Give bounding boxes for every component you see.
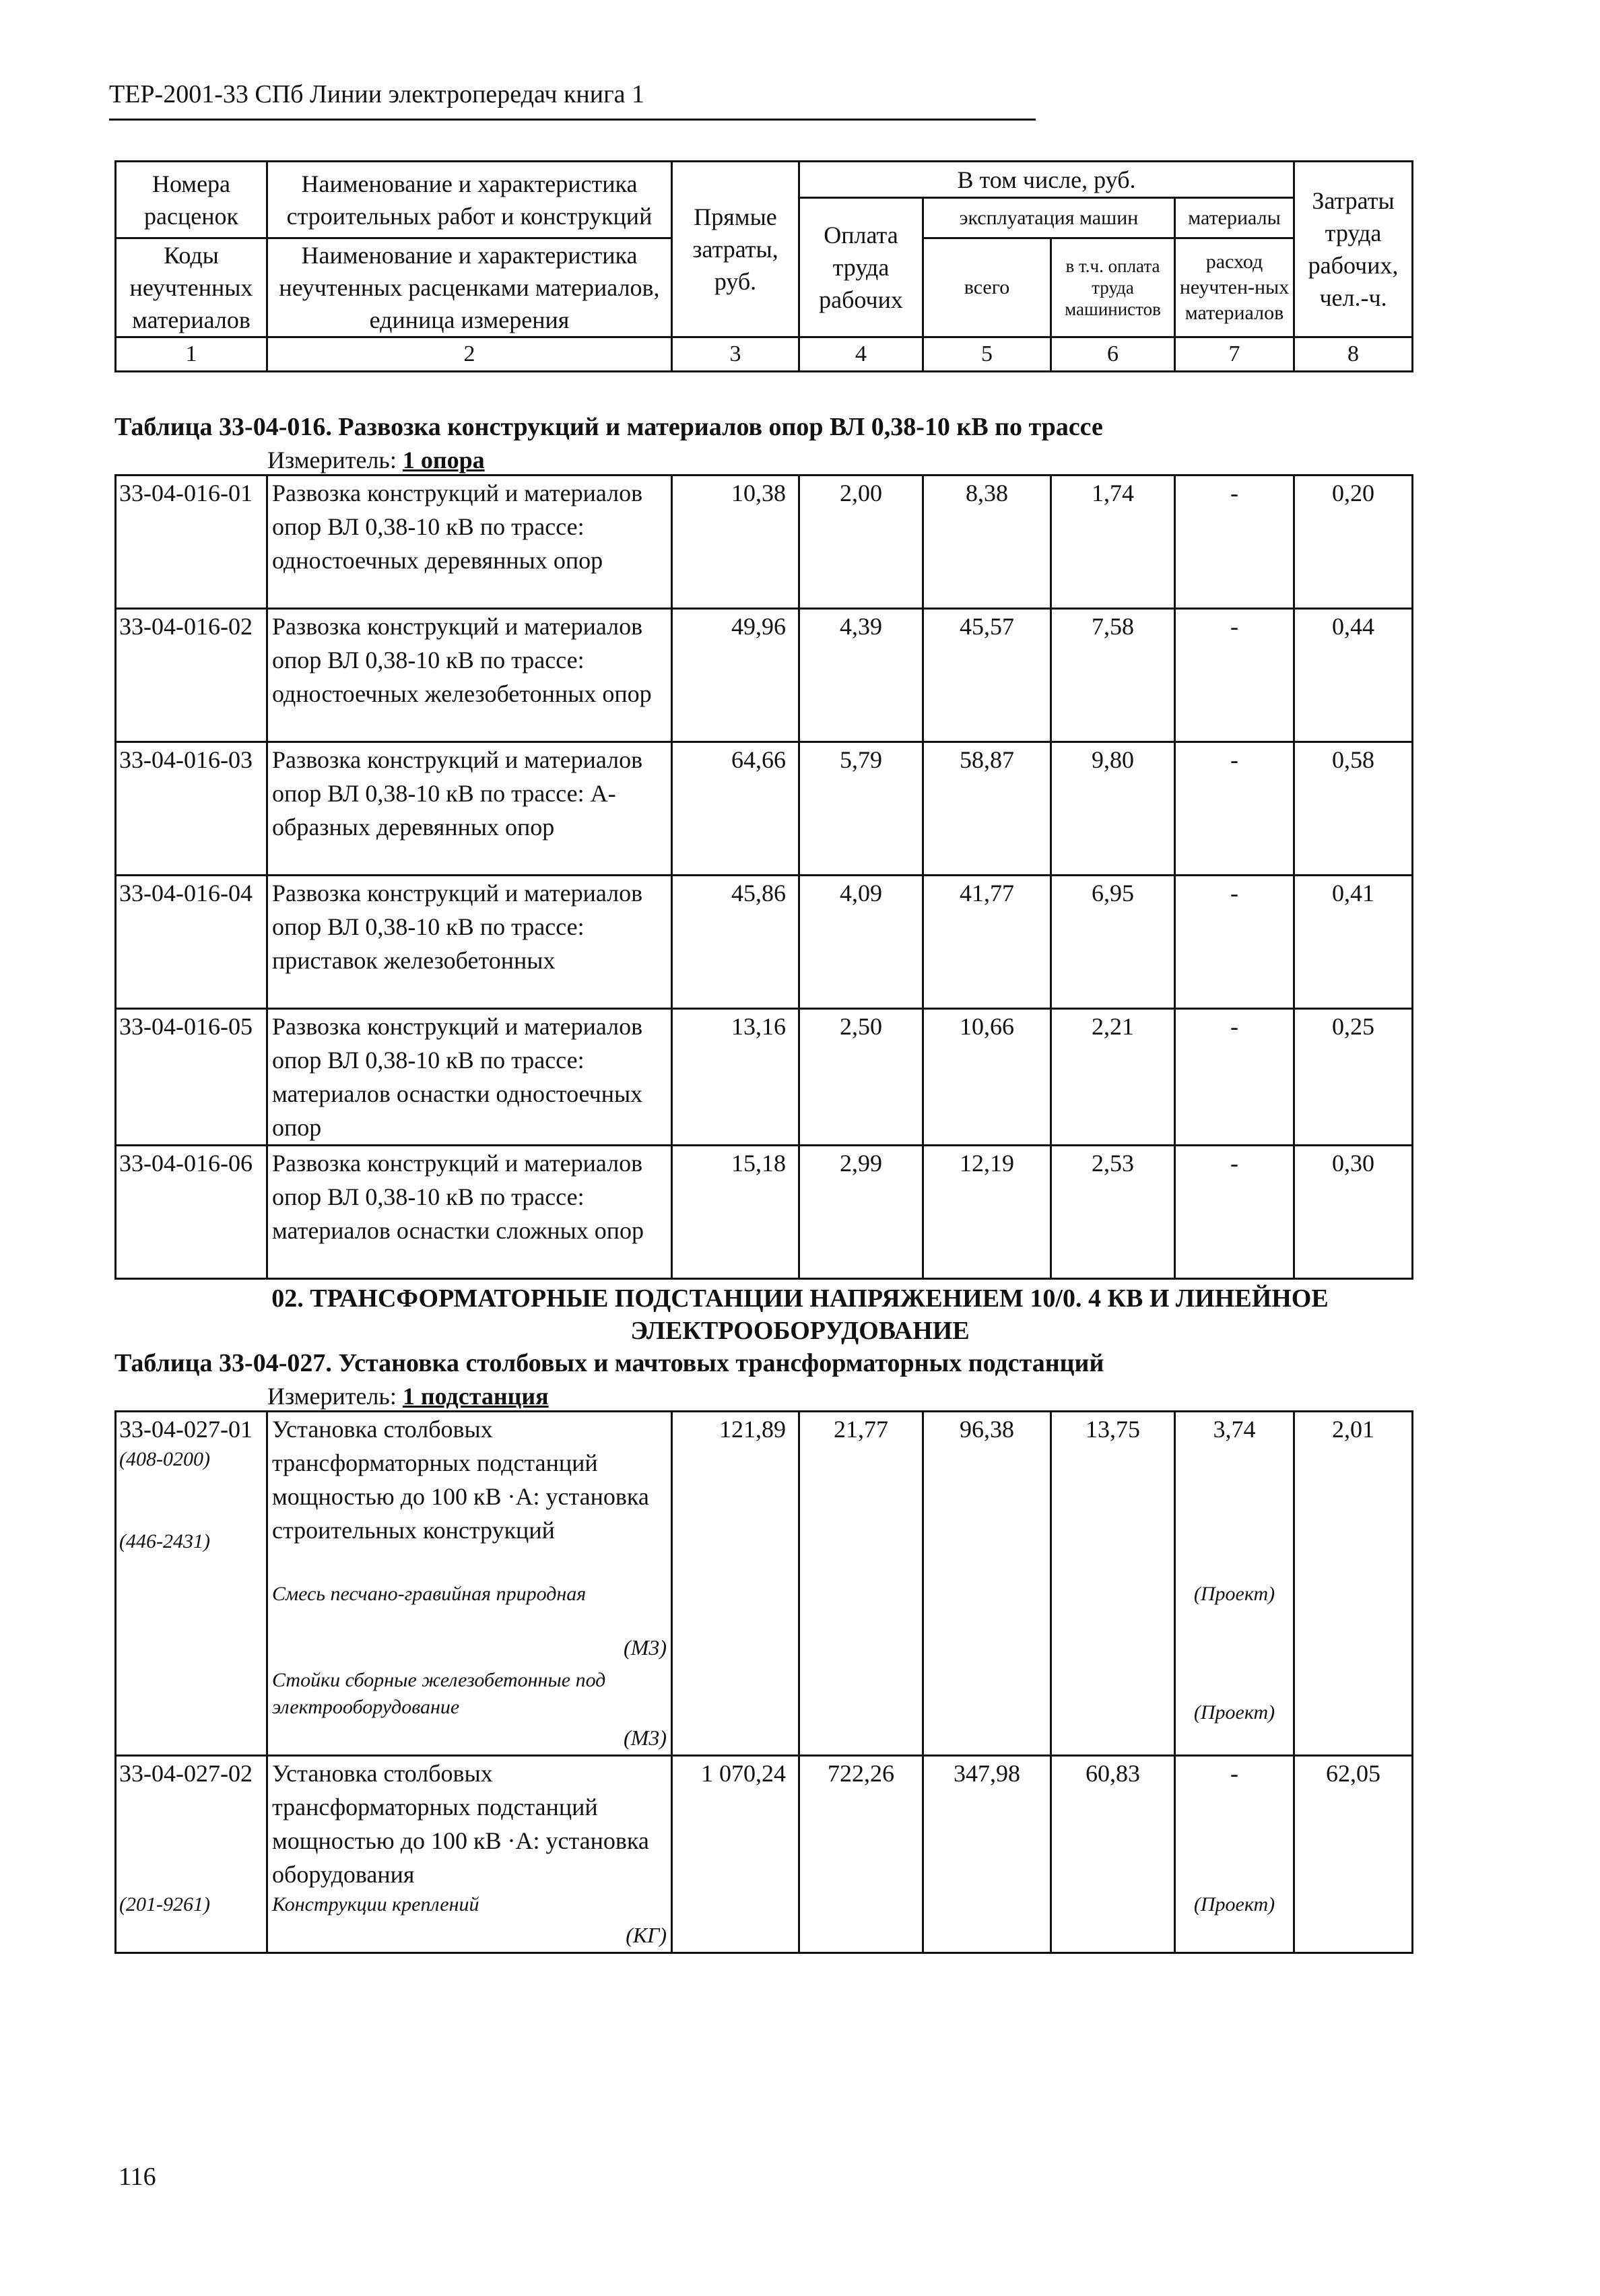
row-name-text: Установка столбовых трансформаторных подстанций мощностью до 100 кВ ·А: установка оборудования [272, 1760, 649, 1888]
row-name: Развозка конструкций и материалов опор ВЛ 0,38-10 кВ по трассе: одностоечных железобетонных опор [267, 609, 672, 742]
measure-value: 1 опора [402, 447, 485, 473]
table1 [114, 474, 1413, 1280]
row-code: 33-04-016-02 [116, 609, 267, 742]
table-row [116, 742, 1413, 876]
materials-value: - [1230, 1760, 1238, 1787]
table2-measure [267, 1382, 549, 1410]
cell-operator-pay: 2,53 [1051, 1146, 1175, 1279]
cell-operator-pay: 13,75 [1051, 1412, 1175, 1756]
col6-header: в т.ч. оплата труда машинистов [1051, 238, 1175, 337]
table1-title: Таблица 33-04-016. Развозка конструкций и материалов опор ВЛ 0,38-10 кВ по трассе [114, 413, 1103, 441]
header-rule [109, 119, 1036, 121]
measure-value: 1 подстанция [402, 1383, 549, 1410]
cell-labor-hours: 0,25 [1294, 1009, 1413, 1146]
cell-labor-hours: 0,44 [1294, 609, 1413, 742]
col-number: 6 [1051, 337, 1175, 372]
row-code-text: 33-04-027-01 [119, 1416, 253, 1443]
col2-top-header: Наименование и характеристика строительных работ и конструкций [267, 162, 672, 238]
row-code: 33-04-016-01 [116, 475, 267, 609]
table-row [116, 876, 1413, 1009]
cell-labor-pay: 5,79 [799, 742, 923, 876]
cell-materials [1175, 1412, 1294, 1756]
cell-labor-hours: 0,30 [1294, 1146, 1413, 1279]
col5-header: всего [923, 238, 1051, 337]
material-unit: (КГ) [626, 1923, 667, 1947]
cell-labor-hours: 62,05 [1294, 1756, 1413, 1953]
cell-materials: - [1175, 1146, 1294, 1279]
col4-header: Оплата труда рабочих [799, 198, 923, 337]
cell-machines-total: 8,38 [923, 475, 1051, 609]
cell-labor-pay: 4,39 [799, 609, 923, 742]
cell-direct-cost: 1 070,24 [672, 1756, 799, 1953]
material-consumption: (Проект) [1193, 1893, 1275, 1915]
row-code-text: 33-04-027-02 [119, 1760, 253, 1787]
col-number: 1 [116, 337, 267, 372]
material-code: (446-2431) [119, 1530, 210, 1552]
material-code: (408-0200) [119, 1448, 210, 1470]
cell-direct-cost: 10,38 [672, 475, 799, 609]
table-row [116, 475, 1413, 609]
page-number: 116 [119, 2163, 156, 2191]
row-name: Развозка конструкций и материалов опор ВЛ 0,38-10 кВ по трассе: приставок железобетонных [267, 876, 672, 1009]
col8-header: Затраты труда рабочих, чел.-ч. [1294, 162, 1413, 337]
material-name: Стойки сборные железобетонные под электрооборудование [272, 1669, 606, 1718]
col-number: 7 [1175, 337, 1294, 372]
cell-materials: - [1175, 609, 1294, 742]
cell-machines-total: 10,66 [923, 1009, 1051, 1146]
row-name: Развозка конструкций и материалов опор ВЛ 0,38-10 кВ по трассе: материалов оснастки сложных опор [267, 1146, 672, 1279]
cell-operator-pay: 7,58 [1051, 609, 1175, 742]
row-name: Развозка конструкций и материалов опор ВЛ 0,38-10 кВ по трассе: одностоечных деревянных опор [267, 475, 672, 609]
cell-machines-total: 41,77 [923, 876, 1051, 1009]
cell-direct-cost: 49,96 [672, 609, 799, 742]
material-consumption: (Проект) [1193, 1583, 1275, 1605]
machines-header: эксплуатация машин [923, 198, 1175, 238]
material-unit: (М3) [624, 1726, 667, 1750]
cell-operator-pay: 60,83 [1051, 1756, 1175, 1953]
cell-materials: - [1175, 475, 1294, 609]
cell-materials: - [1175, 1009, 1294, 1146]
materials-value: 3,74 [1213, 1416, 1256, 1443]
row-code: 33-04-016-05 [116, 1009, 267, 1146]
row-code [116, 1756, 267, 1953]
cell-materials: - [1175, 742, 1294, 876]
running-title: ТЕР-2001-33 СПб Линии электропередач книга 1 [109, 80, 645, 108]
cell-operator-pay: 2,21 [1051, 1009, 1175, 1146]
col-number: 5 [923, 337, 1051, 372]
cell-labor-pay: 2,99 [799, 1146, 923, 1279]
col-number: 2 [267, 337, 672, 372]
table-row [116, 1412, 1413, 1756]
cell-labor-pay: 2,00 [799, 475, 923, 609]
row-name-text: Установка столбовых трансформаторных подстанций мощностью до 100 кВ ·А: установка строительных конструкций [272, 1416, 649, 1544]
row-code [116, 1412, 267, 1756]
cell-labor-hours: 0,41 [1294, 876, 1413, 1009]
cell-machines-total: 96,38 [923, 1412, 1051, 1756]
table-row [116, 1146, 1413, 1279]
cell-labor-hours: 0,20 [1294, 475, 1413, 609]
column-header-table [114, 160, 1413, 372]
table-row [116, 1009, 1413, 1146]
row-name [267, 1412, 672, 1756]
table2-title: Таблица 33-04-027. Установка столбовых и мачтовых трансформаторных подстанций [114, 1349, 1104, 1377]
measure-label: Измеритель: [267, 447, 397, 473]
cell-direct-cost: 64,66 [672, 742, 799, 876]
cell-materials [1175, 1756, 1294, 1953]
row-name: Развозка конструкций и материалов опор ВЛ 0,38-10 кВ по трассе: материалов оснастки одностоечных опор [267, 1009, 672, 1146]
col-number: 4 [799, 337, 923, 372]
table-row [116, 1756, 1413, 1953]
cell-labor-pay: 21,77 [799, 1412, 923, 1756]
row-code: 33-04-016-03 [116, 742, 267, 876]
col7-header: расход неучтен-ных материалов [1175, 238, 1294, 337]
row-code: 33-04-016-04 [116, 876, 267, 1009]
table2 [114, 1410, 1413, 1954]
cell-labor-pay: 4,09 [799, 876, 923, 1009]
row-code: 33-04-016-06 [116, 1146, 267, 1279]
col-number: 3 [672, 337, 799, 372]
cell-direct-cost: 45,86 [672, 876, 799, 1009]
row-name [267, 1756, 672, 1953]
cell-operator-pay: 6,95 [1051, 876, 1175, 1009]
table-row [116, 609, 1413, 742]
cell-direct-cost: 121,89 [672, 1412, 799, 1756]
cell-labor-hours: 0,58 [1294, 742, 1413, 876]
group-header: В том числе, руб. [799, 162, 1294, 198]
cell-operator-pay: 9,80 [1051, 742, 1175, 876]
measure-label: Измеритель: [267, 1383, 397, 1410]
materials-header: материалы [1175, 198, 1294, 238]
col1-top-header: Номера расценок [116, 162, 267, 238]
cell-direct-cost: 15,18 [672, 1146, 799, 1279]
section-heading-line1: 02. ТРАНСФОРМАТОРНЫЕ ПОДСТАНЦИИ НАПРЯЖЕНИЕМ 10/0. 4 КВ И ЛИНЕЙНОЕ [271, 1284, 1329, 1313]
material-unit: (М3) [624, 1635, 667, 1660]
cell-labor-hours: 2,01 [1294, 1412, 1413, 1756]
material-consumption: (Проект) [1193, 1701, 1275, 1724]
cell-machines-total: 347,98 [923, 1756, 1051, 1953]
col-number: 8 [1294, 337, 1413, 372]
material-name: Смесь песчано-гравийная природная [272, 1583, 587, 1605]
col2-bottom-header: Наименование и характеристика неучтенных расценками материалов, единица измерения [267, 238, 672, 337]
cell-operator-pay: 1,74 [1051, 475, 1175, 609]
material-code: (201-9261) [119, 1893, 210, 1915]
cell-materials: - [1175, 876, 1294, 1009]
cell-machines-total: 45,57 [923, 609, 1051, 742]
col1-bottom-header: Коды неучтенных материалов [116, 238, 267, 337]
material-name: Конструкции креплений [272, 1893, 479, 1915]
cell-labor-pay: 2,50 [799, 1009, 923, 1146]
cell-machines-total: 58,87 [923, 742, 1051, 876]
cell-machines-total: 12,19 [923, 1146, 1051, 1279]
table1-measure [267, 446, 485, 474]
cell-labor-pay: 722,26 [799, 1756, 923, 1953]
row-name: Развозка конструкций и материалов опор ВЛ 0,38-10 кВ по трассе: А-образных деревянных опор [267, 742, 672, 876]
section-heading-line2: ЭЛЕКТРООБОРУДОВАНИЕ [630, 1317, 970, 1345]
cell-direct-cost: 13,16 [672, 1009, 799, 1146]
col3-header: Прямые затраты, руб. [672, 162, 799, 337]
